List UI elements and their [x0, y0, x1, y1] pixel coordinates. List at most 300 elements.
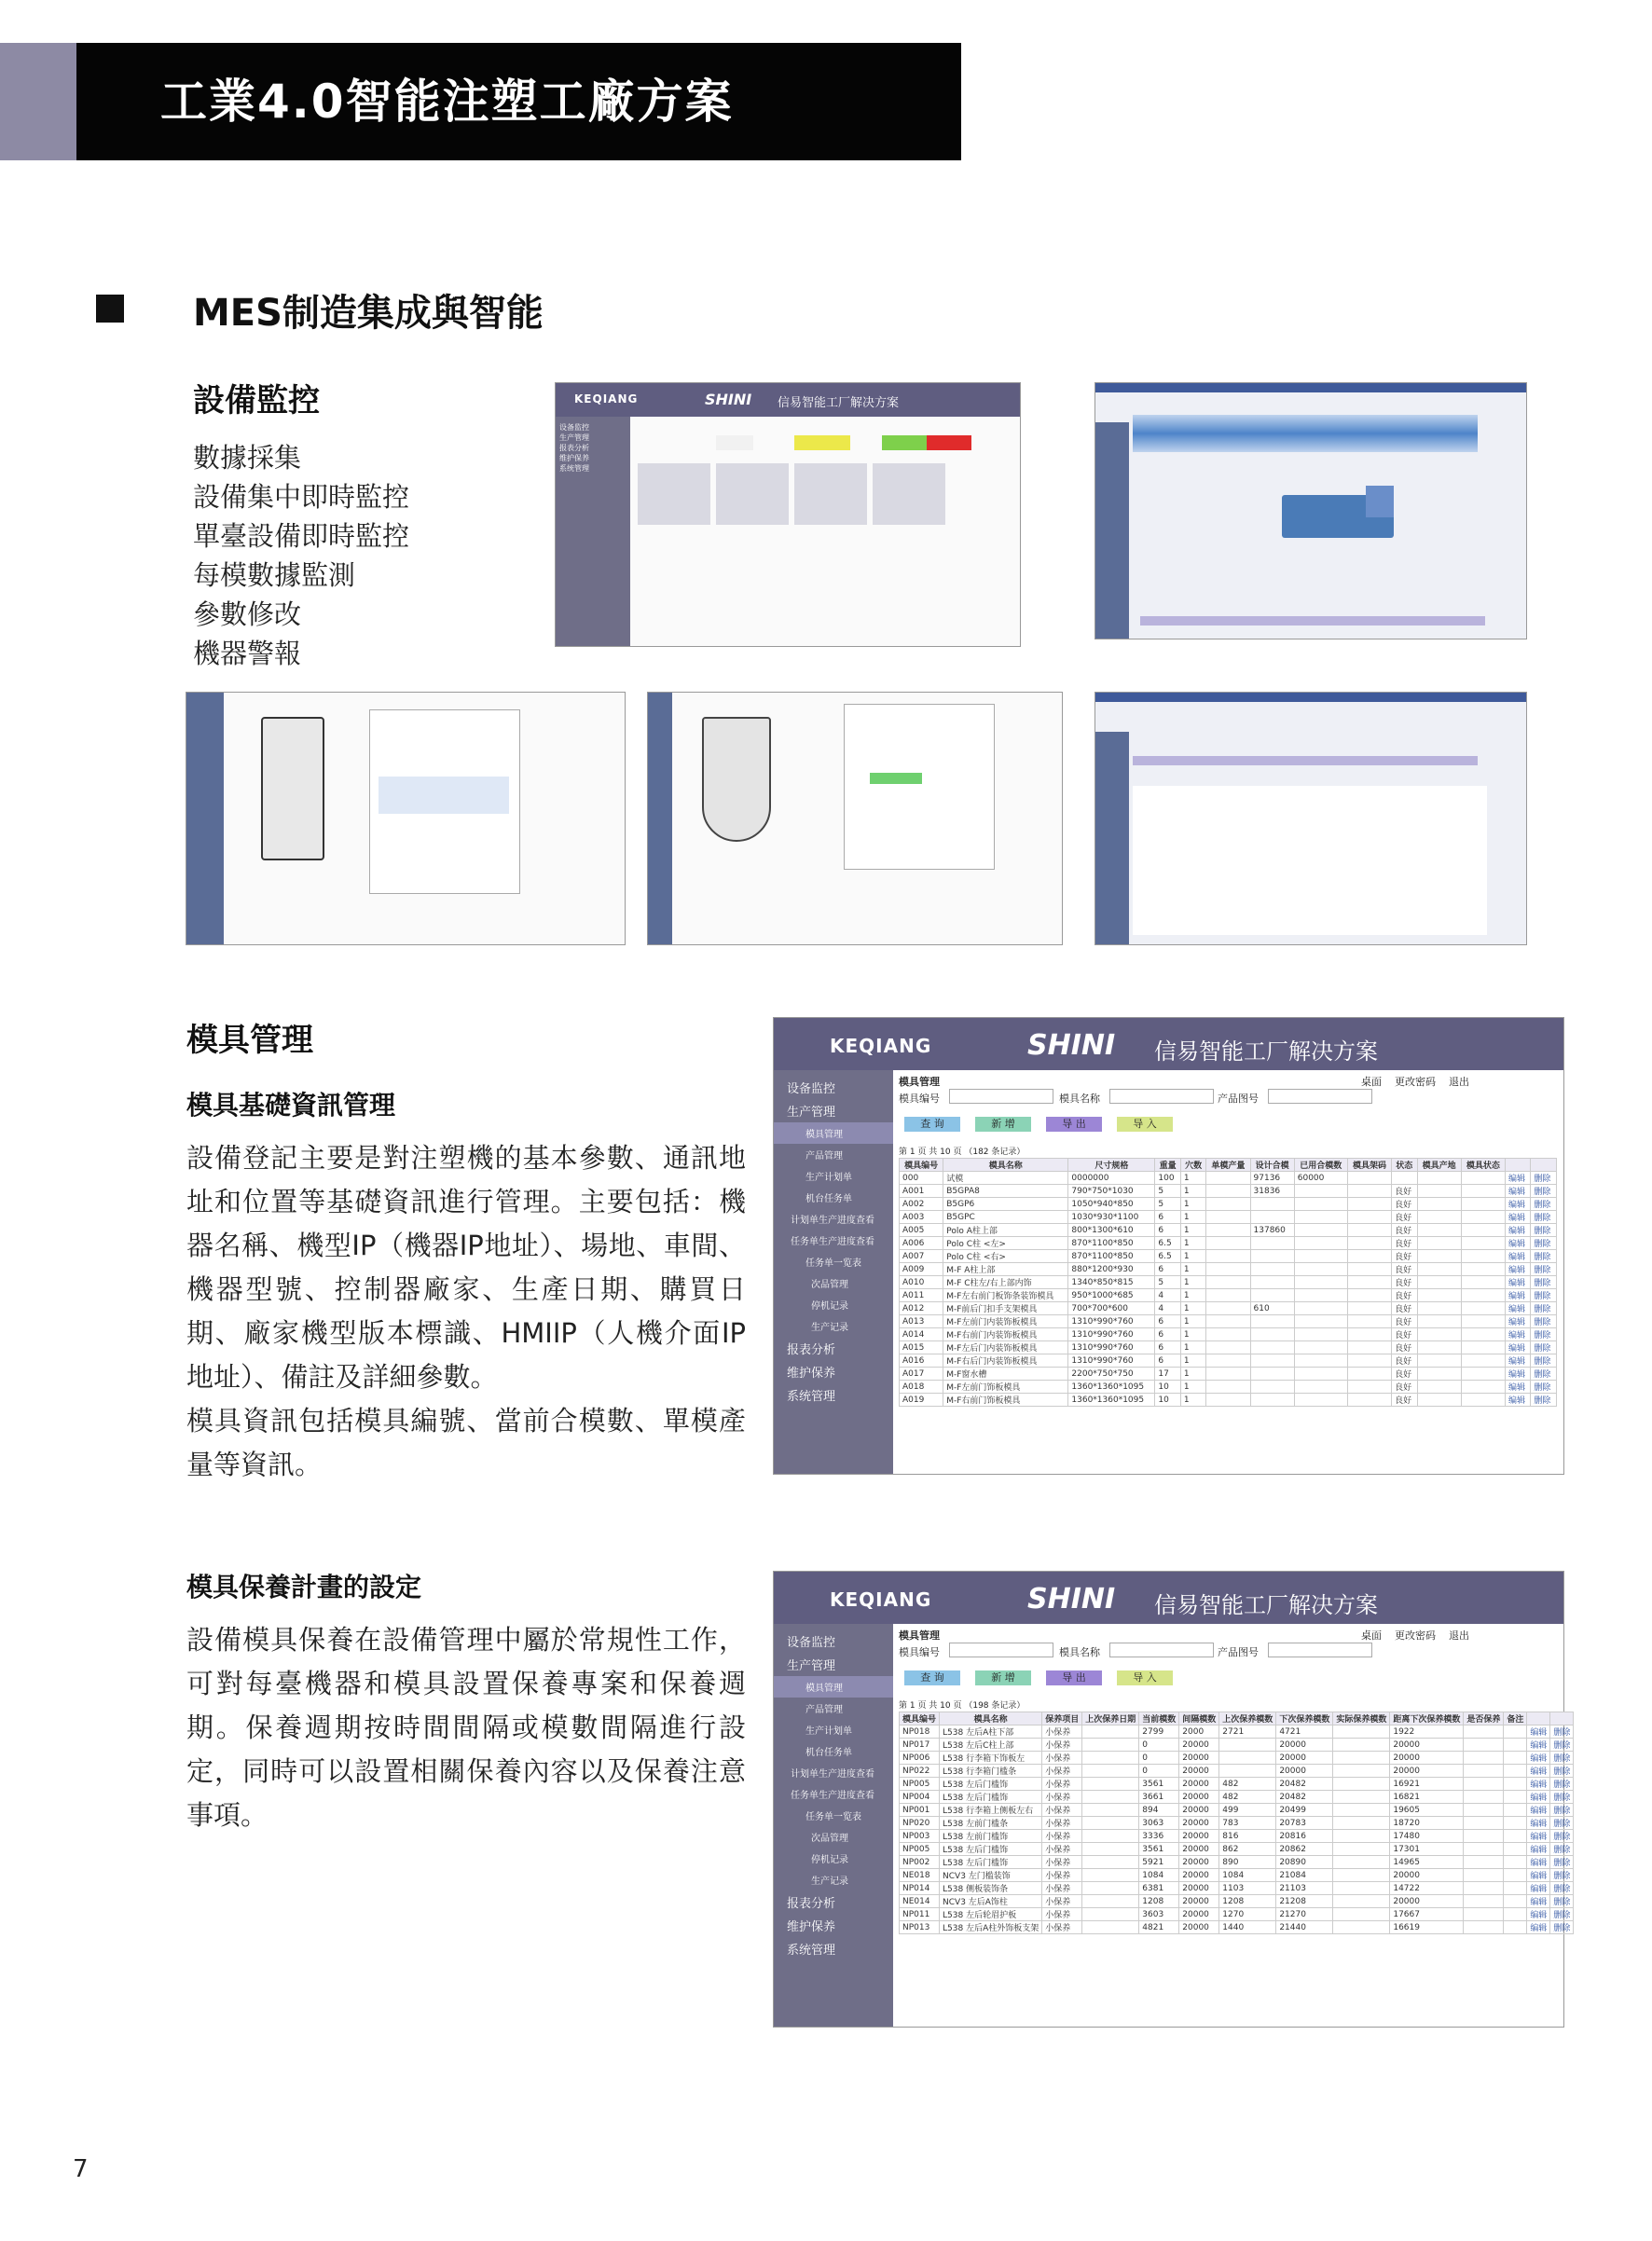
delete-link[interactable]: 删除: [1550, 1765, 1574, 1778]
table-cell: 14965: [1390, 1856, 1464, 1869]
table-cell: M-F左前门饰板模具: [943, 1381, 1068, 1394]
table-cell: 610: [1250, 1302, 1294, 1315]
edit-link[interactable]: 编辑: [1527, 1921, 1550, 1934]
table-cell: [1504, 1725, 1527, 1739]
edit-link[interactable]: 编辑: [1505, 1315, 1530, 1328]
table-cell: [1219, 1752, 1276, 1765]
filter-label: 模具编号: [899, 1646, 940, 1658]
table-cell: 20499: [1276, 1804, 1333, 1817]
table-cell: NP006: [900, 1752, 940, 1765]
delete-link[interactable]: 删除: [1531, 1237, 1557, 1250]
export-button[interactable]: 导 出: [1046, 1117, 1102, 1132]
edit-link[interactable]: 编辑: [1505, 1302, 1530, 1315]
delete-link[interactable]: 删除: [1550, 1804, 1574, 1817]
add-button[interactable]: 新 增: [975, 1670, 1031, 1685]
edit-link[interactable]: 编辑: [1505, 1250, 1530, 1263]
nav-item[interactable]: 维护保养: [787, 1367, 836, 1381]
table-row[interactable]: [900, 1895, 1574, 1908]
edit-link[interactable]: 编辑: [1527, 1817, 1550, 1830]
machine-banner: [1133, 415, 1478, 452]
table-cell: 1084: [1139, 1869, 1179, 1882]
nav-subitem[interactable]: 次品管理: [811, 1834, 848, 1844]
mold-name-input[interactable]: [1109, 1089, 1214, 1104]
table-row[interactable]: [900, 1381, 1557, 1394]
table-cell: [1392, 1172, 1417, 1185]
table-cell: [1294, 1224, 1347, 1237]
table-cell: [1504, 1869, 1527, 1882]
function-button-row[interactable]: [1140, 616, 1485, 626]
edit-link[interactable]: 编辑: [1527, 1869, 1550, 1882]
column-header: 当前模数: [1139, 1712, 1179, 1725]
machine-card[interactable]: [716, 463, 789, 525]
nav-item[interactable]: 生产管理: [787, 1106, 836, 1120]
table-row[interactable]: [900, 1315, 1557, 1328]
table-row[interactable]: [900, 1921, 1574, 1934]
delete-link[interactable]: 删除: [1550, 1856, 1574, 1869]
nav-subitem[interactable]: 产品管理: [805, 1151, 843, 1162]
table-cell: 20000: [1179, 1791, 1219, 1804]
delete-link[interactable]: 删除: [1531, 1341, 1557, 1354]
table-cell: 5: [1155, 1276, 1180, 1289]
nav-item[interactable]: 设备监控: [559, 423, 589, 432]
table-cell: [1461, 1381, 1505, 1394]
delete-link[interactable]: 删除: [1531, 1211, 1557, 1224]
table-row[interactable]: [900, 1765, 1574, 1778]
nav-item[interactable]: 报表分析: [787, 1897, 836, 1911]
edit-link[interactable]: 编辑: [1527, 1778, 1550, 1791]
delete-link[interactable]: 删除: [1550, 1739, 1574, 1752]
table-cell: A006: [900, 1237, 943, 1250]
table-row[interactable]: [900, 1172, 1557, 1185]
nav-subitem[interactable]: 停机记录: [811, 1301, 848, 1312]
edit-link[interactable]: 编辑: [1527, 1765, 1550, 1778]
table-cell: 20000: [1276, 1765, 1333, 1778]
table-cell: A017: [900, 1368, 943, 1381]
nav-subitem[interactable]: 生产计划单: [805, 1726, 852, 1737]
table-row[interactable]: [900, 1817, 1574, 1830]
edit-link[interactable]: 编辑: [1527, 1725, 1550, 1739]
table-cell: 20000: [1390, 1739, 1464, 1752]
column-header: 单模产量: [1206, 1159, 1250, 1172]
table-row[interactable]: [900, 1791, 1574, 1804]
nav-subitem-active[interactable]: 模具管理: [774, 1676, 893, 1698]
table-cell: [1347, 1341, 1391, 1354]
delete-link[interactable]: 删除: [1550, 1921, 1574, 1934]
table-row[interactable]: [900, 1804, 1574, 1817]
nav-subitem[interactable]: 任务单一览表: [805, 1812, 861, 1822]
table-cell: 良好: [1392, 1198, 1417, 1211]
table-cell: 6: [1155, 1354, 1180, 1368]
change-password-link[interactable]: 更改密码: [1395, 1629, 1436, 1642]
table-cell: [1461, 1172, 1505, 1185]
edit-link[interactable]: 编辑: [1527, 1739, 1550, 1752]
delete-link[interactable]: 删除: [1531, 1394, 1557, 1407]
table-cell: L538 左后门槛饰: [940, 1843, 1042, 1856]
table-cell: [1461, 1185, 1505, 1198]
delete-link[interactable]: 删除: [1531, 1289, 1557, 1302]
table-row[interactable]: [900, 1830, 1574, 1843]
table-cell: [1504, 1856, 1527, 1869]
table-cell: [1333, 1725, 1390, 1739]
table-cell: 1: [1180, 1185, 1205, 1198]
table-cell: [1250, 1263, 1294, 1276]
table-cell: [1504, 1830, 1527, 1843]
table-row[interactable]: [900, 1882, 1574, 1895]
delete-link[interactable]: 删除: [1531, 1302, 1557, 1315]
logout-link[interactable]: 退出: [1449, 1076, 1469, 1088]
column-header: 尺寸规格: [1068, 1159, 1155, 1172]
table-cell: [1464, 1895, 1504, 1908]
table-cell: 21084: [1276, 1869, 1333, 1882]
query-button[interactable]: 查 询: [904, 1117, 960, 1132]
edit-link[interactable]: 编辑: [1505, 1263, 1530, 1276]
table-cell: 950*1000*685: [1068, 1289, 1155, 1302]
delete-link[interactable]: 删除: [1531, 1172, 1557, 1185]
nav-subitem[interactable]: 停机记录: [811, 1855, 848, 1865]
nav-item[interactable]: 生产管理: [787, 1659, 836, 1673]
product-drawing-input[interactable]: [1268, 1643, 1372, 1657]
feature-item: 設備集中即時監控: [193, 481, 410, 513]
nav-subitem[interactable]: 任务单一览表: [805, 1258, 861, 1269]
table-cell: L538 左后门槛饰: [940, 1791, 1042, 1804]
delete-link[interactable]: 删除: [1531, 1276, 1557, 1289]
column-header: 穴数: [1180, 1159, 1205, 1172]
delete-link[interactable]: 删除: [1550, 1843, 1574, 1856]
machine-card[interactable]: [794, 463, 867, 525]
edit-link[interactable]: 编辑: [1527, 1791, 1550, 1804]
add-button[interactable]: 新 增: [975, 1117, 1031, 1132]
nav-subitem[interactable]: 生产记录: [811, 1877, 848, 1887]
edit-link[interactable]: 编辑: [1505, 1368, 1530, 1381]
change-password-link[interactable]: 更改密码: [1395, 1076, 1436, 1088]
table-cell: [1464, 1739, 1504, 1752]
table-cell: NP022: [900, 1765, 940, 1778]
table-cell: 6: [1155, 1328, 1180, 1341]
feature-item: 數據採集: [193, 442, 302, 474]
table-cell: 20000: [1276, 1752, 1333, 1765]
table-cell: [1250, 1211, 1294, 1224]
table-cell: [1206, 1276, 1250, 1289]
delete-link[interactable]: 删除: [1550, 1725, 1574, 1739]
table-cell: [1464, 1791, 1504, 1804]
pager-info: 第 1 页 共 10 页 （182 条记录）: [899, 1148, 1026, 1157]
delete-link[interactable]: 删除: [1531, 1368, 1557, 1381]
table-cell: [1250, 1354, 1294, 1368]
machine-card[interactable]: [638, 463, 710, 525]
table-row[interactable]: [900, 1394, 1557, 1407]
delete-link[interactable]: 删除: [1550, 1895, 1574, 1908]
table-cell: 5: [1155, 1198, 1180, 1211]
table-cell: [1461, 1263, 1505, 1276]
delete-link[interactable]: 删除: [1550, 1752, 1574, 1765]
delete-link[interactable]: 删除: [1550, 1869, 1574, 1882]
edit-link[interactable]: 编辑: [1527, 1895, 1550, 1908]
delete-link[interactable]: 删除: [1531, 1250, 1557, 1263]
table-cell: 0000000: [1068, 1172, 1155, 1185]
column-header: [1531, 1159, 1557, 1172]
table-cell: NP014: [900, 1882, 940, 1895]
mold-code-input[interactable]: [949, 1089, 1053, 1104]
table-cell: 小保养: [1042, 1856, 1082, 1869]
nav-item[interactable]: 生产管理: [559, 433, 589, 442]
table-row[interactable]: [900, 1250, 1557, 1263]
table-cell: 0: [1139, 1765, 1179, 1778]
edit-link[interactable]: 编辑: [1505, 1224, 1530, 1237]
table-cell: [1464, 1882, 1504, 1895]
delete-link[interactable]: 删除: [1550, 1791, 1574, 1804]
table-cell: 1: [1180, 1328, 1205, 1341]
home-link[interactable]: 桌面: [1361, 1629, 1382, 1642]
table-cell: 14722: [1390, 1882, 1464, 1895]
table-cell: 21103: [1276, 1882, 1333, 1895]
delete-link[interactable]: 删除: [1531, 1315, 1557, 1328]
nav-item[interactable]: 报表分析: [787, 1343, 836, 1357]
table-cell: 97136: [1250, 1172, 1294, 1185]
nav-item[interactable]: 设备监控: [787, 1082, 836, 1096]
function-button-row[interactable]: [1133, 756, 1478, 765]
table-cell: [1461, 1289, 1505, 1302]
table-cell: 小保养: [1042, 1725, 1082, 1739]
mold-name-input[interactable]: [1109, 1643, 1214, 1657]
table-cell: [1504, 1843, 1527, 1856]
status-gray: [716, 435, 753, 450]
delete-link[interactable]: 删除: [1550, 1778, 1574, 1791]
nav-subitem[interactable]: 生产计划单: [805, 1173, 852, 1183]
table-row[interactable]: [900, 1869, 1574, 1882]
table-cell: [1333, 1791, 1390, 1804]
table-cell: M-F左右前门板饰条装饰模具: [943, 1289, 1068, 1302]
nav-subitem[interactable]: 任务单生产进度查看: [791, 1237, 874, 1247]
table-cell: 482: [1219, 1791, 1276, 1804]
table-row[interactable]: [900, 1211, 1557, 1224]
table-row[interactable]: [900, 1752, 1574, 1765]
delete-link[interactable]: 删除: [1531, 1354, 1557, 1368]
query-button[interactable]: 查 询: [904, 1670, 960, 1685]
table-cell: [1504, 1791, 1527, 1804]
nav-subitem[interactable]: 计划单生产进度查看: [791, 1769, 874, 1780]
table-cell: NP005: [900, 1843, 940, 1856]
feature-item: 每模數據監測: [193, 559, 356, 591]
nav-subitem[interactable]: 机台任务单: [805, 1194, 852, 1204]
nav-subitem[interactable]: 产品管理: [805, 1705, 843, 1715]
table-cell: 小保养: [1042, 1830, 1082, 1843]
mold-basic-info-text: [186, 1136, 746, 1487]
table-cell: [1461, 1250, 1505, 1263]
table-cell: [1417, 1224, 1461, 1237]
nav-subitem[interactable]: 计划单生产进度查看: [791, 1216, 874, 1226]
table-cell: 良好: [1392, 1185, 1417, 1198]
table-cell: [1082, 1778, 1139, 1791]
start-button[interactable]: [870, 773, 922, 784]
table-row[interactable]: [900, 1237, 1557, 1250]
nav-subitem-active[interactable]: 模具管理: [774, 1122, 893, 1144]
edit-link[interactable]: 编辑: [1505, 1211, 1530, 1224]
export-button[interactable]: 导 出: [1046, 1670, 1102, 1685]
column-header: 备注: [1504, 1712, 1527, 1725]
table-cell: [1417, 1211, 1461, 1224]
table-cell: 良好: [1392, 1341, 1417, 1354]
edit-link[interactable]: 编辑: [1527, 1856, 1550, 1869]
table-cell: [1464, 1778, 1504, 1791]
delete-link[interactable]: 删除: [1531, 1328, 1557, 1341]
edit-link[interactable]: 编辑: [1505, 1394, 1530, 1407]
table-row[interactable]: [900, 1908, 1574, 1921]
edit-link[interactable]: 编辑: [1505, 1237, 1530, 1250]
table-row[interactable]: [900, 1778, 1574, 1791]
table-cell: NP017: [900, 1739, 940, 1752]
table-cell: 18720: [1390, 1817, 1464, 1830]
table-cell: L538 行李箱门槛条: [940, 1765, 1042, 1778]
table-cell: A010: [900, 1276, 943, 1289]
table-cell: A015: [900, 1341, 943, 1354]
table-cell: 20890: [1276, 1856, 1333, 1869]
table-cell: [1294, 1354, 1347, 1368]
table-row[interactable]: [900, 1843, 1574, 1856]
table-row[interactable]: [900, 1856, 1574, 1869]
delete-link[interactable]: 删除: [1531, 1185, 1557, 1198]
edit-link[interactable]: 编辑: [1527, 1843, 1550, 1856]
delete-link[interactable]: 删除: [1550, 1908, 1574, 1921]
table-row[interactable]: [900, 1263, 1557, 1276]
import-button[interactable]: 导 入: [1117, 1117, 1173, 1132]
table-row[interactable]: [900, 1725, 1574, 1739]
edit-link[interactable]: 编辑: [1527, 1752, 1550, 1765]
delete-link[interactable]: 删除: [1531, 1263, 1557, 1276]
mold-basic-info-title: 模具基礎資訊管理: [186, 1090, 396, 1120]
table-cell: [1461, 1354, 1505, 1368]
table-cell: [1294, 1328, 1347, 1341]
table-row[interactable]: [900, 1224, 1557, 1237]
table-cell: 31836: [1250, 1185, 1294, 1198]
nav-subitem[interactable]: 生产记录: [811, 1323, 848, 1333]
mold-table: [899, 1158, 1557, 1407]
section-bullet: [96, 295, 124, 323]
table-cell: 880*1200*930: [1068, 1263, 1155, 1276]
edit-link[interactable]: 编辑: [1527, 1804, 1550, 1817]
edit-link[interactable]: 编辑: [1505, 1381, 1530, 1394]
table-row[interactable]: [900, 1341, 1557, 1354]
table-row[interactable]: [900, 1328, 1557, 1341]
table-cell: 1050*940*850: [1068, 1198, 1155, 1211]
delete-link[interactable]: 删除: [1531, 1198, 1557, 1211]
table-cell: [1417, 1381, 1461, 1394]
table-cell: [1294, 1276, 1347, 1289]
edit-link[interactable]: 编辑: [1505, 1276, 1530, 1289]
table-row[interactable]: [900, 1354, 1557, 1368]
table-cell: [1347, 1250, 1391, 1263]
nav-sidebar: [774, 1070, 893, 1474]
table-cell: 小保养: [1042, 1804, 1082, 1817]
table-row[interactable]: [900, 1302, 1557, 1315]
nav-subitem[interactable]: 任务单生产进度查看: [791, 1791, 874, 1801]
edit-link[interactable]: 编辑: [1527, 1882, 1550, 1895]
edit-link[interactable]: 编辑: [1505, 1289, 1530, 1302]
table-cell: [1333, 1869, 1390, 1882]
edit-link[interactable]: 编辑: [1527, 1830, 1550, 1843]
edit-link[interactable]: 编辑: [1527, 1908, 1550, 1921]
table-cell: [1333, 1804, 1390, 1817]
table-cell: 小保养: [1042, 1843, 1082, 1856]
machine-card[interactable]: [873, 463, 945, 525]
table-cell: [1347, 1289, 1391, 1302]
nav-item[interactable]: 系统管理: [559, 464, 589, 473]
delete-link[interactable]: 删除: [1550, 1817, 1574, 1830]
delete-link[interactable]: 删除: [1550, 1882, 1574, 1895]
app-logo: KEQIANG: [830, 1588, 932, 1611]
table-row[interactable]: [900, 1185, 1557, 1198]
solution-title: 信易智能工厂解决方案: [778, 396, 900, 410]
nav-item[interactable]: 系统管理: [787, 1944, 836, 1958]
product-drawing-input[interactable]: [1268, 1089, 1372, 1104]
edit-link[interactable]: 编辑: [1505, 1328, 1530, 1341]
column-header: 实际保养模数: [1333, 1712, 1390, 1725]
nav-item[interactable]: 报表分析: [559, 444, 589, 452]
table-cell: NP004: [900, 1791, 940, 1804]
table-cell: B5GPC: [943, 1211, 1068, 1224]
nav-item[interactable]: 系统管理: [787, 1390, 836, 1404]
table-row[interactable]: [900, 1276, 1557, 1289]
nav-item[interactable]: 维护保养: [787, 1920, 836, 1934]
table-cell: 良好: [1392, 1250, 1417, 1263]
edit-link[interactable]: 编辑: [1505, 1341, 1530, 1354]
table-cell: 000: [900, 1172, 943, 1185]
logout-link[interactable]: 退出: [1449, 1629, 1469, 1642]
nav-subitem[interactable]: 次品管理: [811, 1280, 848, 1290]
edit-link[interactable]: 编辑: [1505, 1185, 1530, 1198]
home-link[interactable]: 桌面: [1361, 1076, 1382, 1088]
table-cell: 482: [1219, 1778, 1276, 1791]
edit-link[interactable]: 编辑: [1505, 1172, 1530, 1185]
delete-link[interactable]: 删除: [1531, 1381, 1557, 1394]
filter-label: 模具编号: [899, 1093, 940, 1105]
table-cell: [1082, 1765, 1139, 1778]
table-cell: 21208: [1276, 1895, 1333, 1908]
filter-label: 产品图号: [1218, 1646, 1259, 1658]
nav-item[interactable]: 设备监控: [787, 1636, 836, 1650]
table-cell: 1360*1360*1095: [1068, 1394, 1155, 1407]
table-cell: 良好: [1392, 1302, 1417, 1315]
table-cell: 小保养: [1042, 1908, 1082, 1921]
mold-code-input[interactable]: [949, 1643, 1053, 1657]
control-buttons[interactable]: [379, 777, 509, 814]
import-button[interactable]: 导 入: [1117, 1670, 1173, 1685]
table-cell: [1504, 1921, 1527, 1934]
edit-link[interactable]: 编辑: [1505, 1354, 1530, 1368]
table-cell: NP001: [900, 1804, 940, 1817]
table-row[interactable]: [900, 1289, 1557, 1302]
table-row[interactable]: [900, 1739, 1574, 1752]
table-cell: [1504, 1908, 1527, 1921]
table-cell: 6: [1155, 1315, 1180, 1328]
table-cell: M-F右后门内装饰板模具: [943, 1354, 1068, 1368]
table-cell: A012: [900, 1302, 943, 1315]
maintenance-table: [899, 1712, 1574, 1934]
nav-item[interactable]: 维护保养: [559, 454, 589, 462]
table-cell: [1417, 1368, 1461, 1381]
delete-link[interactable]: 删除: [1531, 1224, 1557, 1237]
window-titlebar: [1095, 693, 1526, 702]
table-cell: [1464, 1869, 1504, 1882]
delete-link[interactable]: 删除: [1550, 1830, 1574, 1843]
status-yellow: [794, 435, 850, 450]
nav-subitem[interactable]: 机台任务单: [805, 1748, 852, 1758]
table-cell: 1: [1180, 1302, 1205, 1315]
edit-link[interactable]: 编辑: [1505, 1198, 1530, 1211]
table-row[interactable]: [900, 1198, 1557, 1211]
table-cell: 17301: [1390, 1843, 1464, 1856]
table-cell: [1461, 1315, 1505, 1328]
table-row[interactable]: [900, 1368, 1557, 1381]
